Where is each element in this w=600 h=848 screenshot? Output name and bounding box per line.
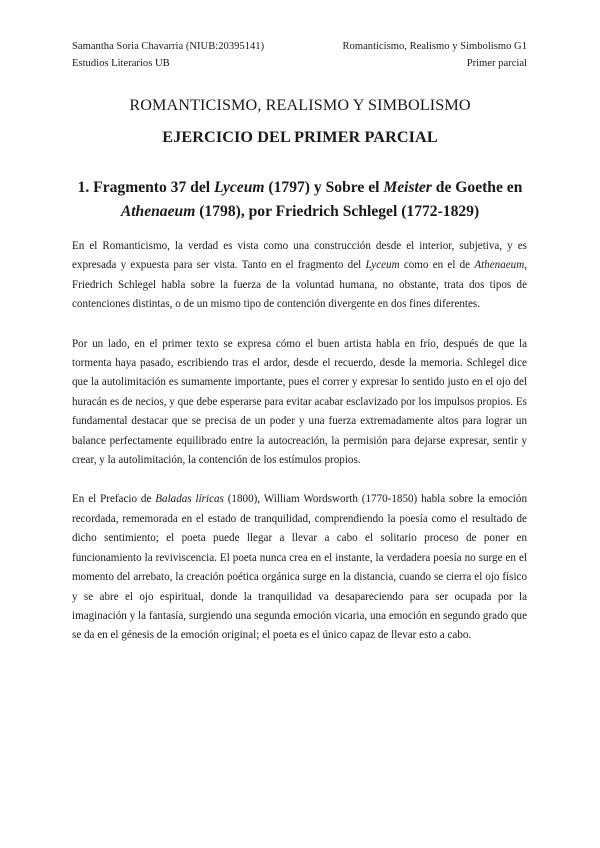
paragraph-2: Por un lado, en el primer texto se expresa cómo el buen artista habla en frío, después de que la tormenta haya pasado, escribiendo tras el ardor, desde el recuerdo, desde la memoria. Schlegel dice que la autolimitación es sumamente importante, pues el correr y expresar lo sentido justo en el ojo del huracán es de necios, y que debe esperarse para evitar acabar esclavizado por los impulsos propios. Es fundamental destacar que se precisa de un poder y una fuerza extremadamente altos para lograr un balance perfectamente equilibrado entre la autocreación, la permisión para dejarse expresar, sentir y crear, y la autolimitación, la contención de los estímulos propios. xyxy=(72,337,527,467)
meister-title: Meister xyxy=(383,179,432,196)
document-subtitle: EJERCICIO DEL PRIMER PARCIAL xyxy=(162,128,438,146)
header-left xyxy=(72,38,264,72)
course-line: Estudios Literarios UB xyxy=(72,58,170,69)
paragraph-text: (1800), William Wordsworth (1770-1850) habla sobre la emoción recordada, rememorada en el estado de tranquilidad, comprendiendo la poesía como el resultado de dicho sentimiento; el poeta puede llegar a llevar a cabo el solitario proceso de poner en funcionamiento la reviviscencia. El poeta nunca crea en el instante, la verdadera poesía no surge en el momento del arrebato, la creación poética orgánica surge en la distancia, cuando se cierra el ojo físico y se abre el ojo espiritual, donde la tranquilidad va desapareciendo para ser ocupada por la imaginación y la fantasía, surgiendo una segunda emoción vicaria, una emoción en segundo grado que se da en el génesis de la emoción original; el poeta es el único capaz de llevar esto a cabo. xyxy=(72,493,527,642)
paragraph-1 xyxy=(72,237,527,315)
header-right xyxy=(342,38,527,72)
athenaeum-title: Athenaeum xyxy=(474,259,525,272)
section-heading xyxy=(72,176,528,224)
exam-line: Primer parcial xyxy=(466,58,527,69)
author-line: Samantha Soria Chavarria (NIUB:20395141) xyxy=(72,41,265,52)
section-heading-text: de Goethe en xyxy=(431,179,523,196)
lyceum-title: Lyceum xyxy=(365,259,400,272)
paragraph-text: como en el de xyxy=(399,259,475,272)
document-title: ROMANTICISMO, REALISMO Y SIMBOLISMO xyxy=(129,96,471,114)
work-title: Baladas líricas xyxy=(155,493,224,506)
paragraph-text: En el Prefacio de xyxy=(72,493,156,506)
paragraph-text: , Friedrich Schlegel habla sobre la fuerza de la voluntad humana, no obstante, trata dos tipos de contenciones distintas, o de un mismo tipo de contención divergente en dos fines diferentes. xyxy=(72,259,528,311)
section-heading-text: (1797) y Sobre el xyxy=(264,179,384,196)
paragraph-3 xyxy=(72,490,527,645)
section-heading-text: 1. Fragmento 37 del xyxy=(77,179,215,196)
paragraph-text: En el Romanticismo, la verdad es vista como una construcción desde el interior, subjetiva, y es expresada y expuesta para ser vista. Tanto en el fragmento del xyxy=(72,240,527,272)
page-header xyxy=(72,38,527,72)
body-text xyxy=(72,237,527,666)
athenaeum-title: Athenaeum xyxy=(120,203,196,220)
topic-line: Romanticismo, Realismo y Simbolismo G1 xyxy=(342,41,527,52)
section-heading-text: (1798), por Friedrich Schlegel (1772-1829) xyxy=(195,203,480,220)
lyceum-title: Lyceum xyxy=(214,179,265,196)
